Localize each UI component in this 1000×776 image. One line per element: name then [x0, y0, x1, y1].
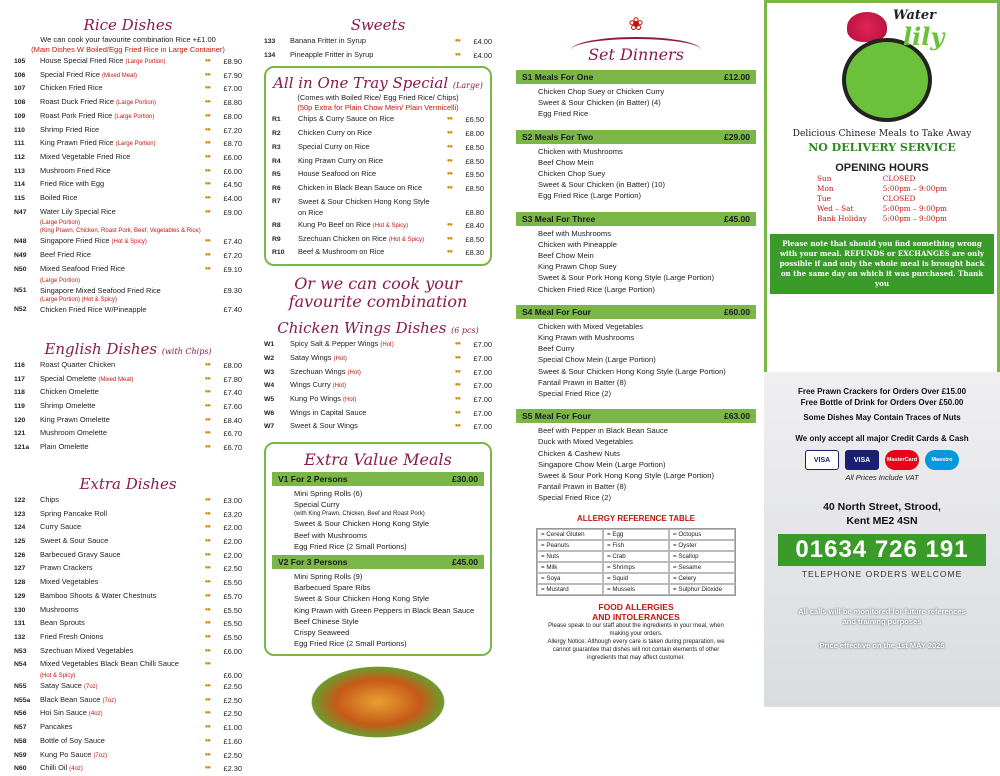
dietary-icons: ●● [204, 710, 210, 717]
list-item: 112 Mixed Vegetable Fried Rice ●● £6.00 [14, 151, 242, 162]
allergy-heading-2: AND INTOLERANCES [592, 611, 680, 622]
list-item: 108 Roast Duck Fried Rice (Large Portion) ●● £8.80 [14, 97, 242, 108]
nuts-notice: Some Dishes May Contain Traces of Nuts [803, 413, 961, 422]
list-item: 114 Fried Rice with Egg ●● £4.50 [14, 179, 242, 190]
list-item: Chicken Fried Rice (Large Portion) [538, 284, 655, 294]
list-item: R7 Sweet & Sour Chicken Hong Kong Style [272, 196, 430, 206]
dietary-icons: ●● [204, 208, 210, 215]
dietary-icons: ●● [454, 354, 460, 361]
allergy-heading: FOOD ALLERGIES [598, 601, 674, 612]
column-set-dinners [510, 0, 762, 707]
list-item: R5 House Seafood on Rice ●● £9.50 [272, 169, 484, 180]
value-frame [264, 442, 492, 655]
list-item: 134 Pineapple Fritter in Syrup ●● £4.00 [264, 49, 492, 60]
list-item: N54 Mixed Vegetables Black Bean Chilli Sauce ●● [14, 658, 242, 672]
extra-list [14, 494, 242, 672]
promo-crackers: Free Prawn Crackers for Orders Over £15.00 [797, 387, 967, 396]
set-meal-bar: S2 Meals For Two £29.00 [516, 130, 756, 144]
dietary-icons: ●● [454, 382, 460, 389]
list-item: 119 Shrimp Omelette ●● £7.60 [14, 401, 242, 412]
wings-list [264, 338, 492, 434]
dietary-icons: ●● [204, 661, 210, 668]
visa-electron-icon: VISA [845, 450, 879, 470]
sweets-title: Sweets [350, 16, 406, 34]
list-item: R6 Chicken in Black Bean Sauce on Rice ●● £8.50 [272, 182, 484, 193]
dietary-icons: ●● [204, 633, 210, 640]
brand-name-2: lily [903, 22, 945, 51]
rice-list-3 [14, 285, 242, 297]
dietary-icons: ●● [446, 235, 452, 242]
dietary-icons: ●● [204, 737, 210, 744]
dietary-icons: ●● [204, 579, 210, 586]
dietary-icons: ●● [446, 157, 452, 164]
list-item: W5 Kung Po Wings (Hot) ●● £7.00 [264, 393, 492, 404]
column-brand-info [764, 0, 1000, 707]
list-item: Crispy Seaweed [294, 628, 350, 638]
list-item: 110 Shrimp Fried Rice ●● £7.20 [14, 124, 242, 135]
opening-hours-title: OPENING HOURS [835, 162, 929, 174]
list-item: 129 Bamboo Shoots & Water Chestnuts ●● £5.70 [14, 590, 242, 601]
list-item: Sweet & Sour Chicken Hong Kong Style [294, 519, 430, 529]
price-effective: Price effective on the 1st MAY 2025 [819, 641, 945, 650]
list-item: N47 Water Lily Special Rice ●● £9.00 [14, 206, 242, 217]
allergy-notice: Allergy Notice: Although every care is taken during preparation, we cannot guarantee that dishes will not contain elements of other ingredients that may affect customer. [547, 638, 725, 661]
dietary-icons: ●● [446, 143, 452, 150]
list-item: 109 Roast Pork Fried Rice (Large Portion) ●● £8.00 [14, 110, 242, 121]
allergy-cell: = Mustard [537, 584, 603, 595]
calls-monitored: All calls will be monitored for future references [798, 607, 966, 616]
allergy-cell: = Celery [669, 573, 735, 584]
dietary-icons: ●● [204, 389, 210, 396]
sets-list [516, 70, 756, 504]
list-item: 124 Curry Sauce ●● £2.00 [14, 522, 242, 533]
dietary-icons: ●● [204, 195, 210, 202]
list-item: W6 Wings in Capital Sauce ●● £7.00 [264, 407, 492, 418]
list-item: 107 Chicken Fried Rice ●● £7.00 [14, 83, 242, 94]
tray-title: All in One Tray Special (Large) [273, 74, 483, 93]
dietary-icons: ●● [204, 696, 210, 703]
dietary-icons: ●● [204, 252, 210, 259]
list-item: W4 Wings Curry (Hot) ●● £7.00 [264, 380, 492, 391]
set-meal-bar: S1 Meals For One £12.00 [516, 70, 756, 84]
list-item: N52 Chicken Fried Rice W/Pineapple £7.40 [14, 305, 242, 315]
list-item: Beef with Pepper in Black Bean Sauce [538, 426, 669, 436]
list-item: Egg Fried Rice (Large Portion) [538, 191, 641, 201]
dietary-icons: ●● [204, 592, 210, 599]
dietary-icons: ●● [204, 265, 210, 272]
list-item: 122 Chips ●● £3.00 [14, 494, 242, 505]
address: 40 North Street, Strood, [823, 501, 941, 513]
combo-line-2: favourite combination [288, 292, 468, 312]
list-item: Fantail Prawn in Batter (8) [538, 377, 627, 387]
english-title: English Dishes (with Chips) [44, 339, 212, 358]
list-item: Singapore Chow Mein (Large Portion) [538, 459, 666, 469]
maestro-icon: Maestro [925, 450, 959, 470]
wings-title: Chicken Wings Dishes (6 pcs) [277, 319, 479, 338]
list-item: Beef Chow Mein [538, 157, 594, 167]
list-item: 130 Mushrooms ●● £5.50 [14, 604, 242, 615]
dietary-icons: ●● [204, 112, 210, 119]
set-meal-bar: S3 Meal For Three £45.00 [516, 212, 756, 226]
list-item: R9 Szechuan Chicken on Rice (Hot & Spicy) ●● £8.50 [272, 233, 484, 244]
list-item: (with King Prawn, Chicken, Beef and Roast Pork) [294, 511, 425, 518]
list-item: on Rice £8.80 [298, 208, 484, 218]
hours-row: Tue CLOSED [817, 194, 916, 203]
n54-sub: (Hot & Spicy) £6.00 [40, 671, 242, 681]
list-item: 128 Mixed Vegetables ●● £5.50 [14, 577, 242, 588]
dietary-icons: ●● [204, 361, 210, 368]
tray-list [272, 113, 484, 195]
extra-list-2 [14, 680, 242, 776]
list-item: Sweet & Sour Chicken Hong Kong Style [294, 594, 430, 604]
list-item: 126 Barbecued Gravy Sauce ●● £2.00 [14, 549, 242, 560]
dietary-icons: ●● [204, 430, 210, 437]
dietary-icons: ●● [204, 606, 210, 613]
dietary-icons: ●● [204, 551, 210, 558]
dietary-icons: ●● [454, 409, 460, 416]
set-meal-items [516, 86, 756, 120]
tray-frame [264, 66, 492, 266]
dietary-icons: ●● [204, 58, 210, 64]
list-item: King Prawn Chop Suey [538, 262, 617, 272]
list-item: N60 Chilli Oil (4oz) ●● £2.30 [14, 763, 242, 774]
dietary-icons: ●● [204, 565, 210, 572]
allergy-cell: = Shrimps [603, 562, 669, 573]
list-item: 120 King Prawn Omelette ●● £8.40 [14, 414, 242, 425]
allergy-cell: = Cereal Gluten [537, 529, 603, 540]
list-item: 118 Chicken Omelette ●● £7.40 [14, 387, 242, 398]
phone-number[interactable]: 01634 726 191 [778, 534, 986, 566]
dietary-icons: ●● [454, 341, 460, 348]
list-item: Chicken with Mixed Vegetables [538, 321, 644, 331]
list-item: 117 Special Omelette (Mixed Meat) ●● £7.80 [14, 373, 242, 384]
list-item: R2 Chicken Curry on Rice ●● £8.00 [272, 128, 484, 139]
set-meal-bar: S4 Meal For Four £60.00 [516, 305, 756, 319]
telephone-orders: TELEPHONE ORDERS WELCOME [801, 569, 963, 579]
n51-sub: (Large Portion) (Hot & Spicy) [40, 297, 118, 304]
set-meal-items [516, 146, 756, 202]
list-item: W2 Satay Wings (Hot) ●● £7.00 [264, 352, 492, 363]
list-item: R10 Beef & Mushroom on Rice ●● £8.30 [272, 247, 484, 258]
dietary-icons: ●● [204, 524, 210, 531]
hours-row: Wed – Sat 5:00pm – 9:00pm [817, 204, 947, 213]
list-item: Duck with Mixed Vegetables [538, 437, 633, 447]
no-delivery: NO DELIVERY SERVICE [808, 141, 956, 154]
list-item: 115 Boiled Rice ●● £4.00 [14, 193, 242, 204]
list-item: Sweet & Sour Chicken Hong Kong Style (Large Portion) [538, 366, 726, 376]
card-logos [764, 450, 1000, 470]
dietary-icons: ●● [204, 99, 210, 106]
list-item: W7 Sweet & Sour Wings ●● £7.00 [264, 421, 492, 432]
list-item: Beef Curry [538, 344, 575, 354]
dietary-icons: ●● [204, 238, 210, 245]
list-item: N51 Singapore Mixed Seafood Fried Rice £9.30 [14, 285, 242, 295]
list-item: 133 Banana Fritter in Syrup ●● £4.00 [264, 36, 492, 46]
list-item: W3 Szechuan Wings (Hot) ●● £7.00 [264, 366, 492, 377]
dietary-icons: ●● [204, 751, 210, 758]
food-photo [303, 662, 453, 742]
list-item: N55 Satay Sauce (7oz) ●● £2.50 [14, 681, 242, 692]
dietary-icons: ●● [446, 130, 452, 137]
list-item: Chicken & Cashew Nuts [538, 448, 620, 458]
vat-note: All Prices Include VAT [845, 473, 919, 482]
lotus-icon: ❀ [628, 14, 644, 34]
list-item: Special Fried Rice (2) [538, 389, 612, 399]
sweets-list [264, 35, 492, 62]
list-item: Beef Chow Mein [538, 251, 594, 261]
dietary-icons: ●● [204, 496, 210, 503]
list-item: R8 Kung Po Beef on Rice (Hot & Spicy) ●● £8.40 [272, 220, 484, 231]
rice-note: We can cook your favourite combination Rice +£1.00 [40, 35, 216, 44]
list-item: Egg Fried Rice (2 Small Portions) [294, 639, 407, 649]
v1-bar: V1 For 2 Persons £30.00 [272, 472, 484, 486]
extra-title: Extra Dishes [79, 474, 177, 493]
allergy-cell: = Oyster [669, 540, 735, 551]
allergy-cell: = Milk [537, 562, 603, 573]
dietary-icons: ●● [204, 724, 210, 731]
list-item: Sweet & Sour Pork Hong Kong Style (Large Portion) [538, 471, 715, 481]
allergy-cell: = Crab [603, 551, 669, 562]
dietary-icons: ●● [446, 116, 452, 123]
dietary-icons: ●● [454, 368, 460, 375]
list-item: Chicken Chop Suey [538, 169, 606, 179]
list-item: R4 King Prawn Curry on Rice ●● £8.50 [272, 155, 484, 166]
list-item: 121 Mushroom Omelette ●● £6.70 [14, 428, 242, 439]
dietary-icons: ●● [446, 222, 452, 229]
list-item: 132 Fried Fresh Onions ●● £5.50 [14, 631, 242, 642]
dietary-icons: ●● [446, 184, 452, 191]
n50-sub: (Large Portion) [40, 277, 81, 284]
dietary-icons: ●● [204, 181, 210, 188]
rice-list [14, 55, 242, 219]
allergy-title: ALLERGY REFERENCE TABLE [577, 513, 695, 523]
dietary-icons: ●● [204, 620, 210, 627]
list-item: Fantail Prawn in Batter (8) [538, 482, 627, 492]
list-item: N56 Hoi Sin Sauce (4oz) ●● £2.50 [14, 708, 242, 719]
list-item: Special Fried Rice (2) [538, 493, 612, 503]
list-item: Mini Spring Rolls (9) [294, 572, 363, 582]
dietary-icons: ●● [204, 71, 210, 78]
allergy-cell: = Mussels [603, 584, 669, 595]
list-item: Special Curry [294, 500, 340, 510]
dietary-icons: ●● [454, 395, 460, 402]
n47-sub: (Large Portion) [40, 220, 81, 227]
dietary-icons: ●● [204, 683, 210, 690]
list-item: Chicken Chop Suey or Chicken Curry [538, 87, 665, 96]
set-meal-items [516, 228, 756, 295]
n47-sub-2: (King Prawn, Chicken, Roast Pork, Beef, Vegetables & Rice) [40, 228, 201, 235]
allergy-cell: = Octopus [669, 529, 735, 540]
english-list [14, 359, 242, 455]
set-meal-items [516, 425, 756, 503]
hours-row: Sun CLOSED [817, 174, 916, 183]
tagline: Delicious Chinese Meals to Take Away [792, 128, 972, 139]
list-item: King Prawn with Mushrooms [538, 333, 635, 343]
dietary-icons: ●● [204, 416, 210, 423]
list-item: 121a Plain Omelette ●● £6.70 [14, 442, 242, 453]
list-item: Barbecued Spare Ribs [294, 583, 371, 593]
allergy-text: Please speak to our staff about the ingredients in your meal, when making your orders. [548, 622, 724, 637]
tray-note-2: (50p Extra for Plain Chow Mein/ Plain Vermicelli) [297, 103, 459, 113]
list-item: Beef with Mushrooms [538, 228, 612, 238]
dietary-icons: ●● [204, 403, 210, 410]
dietary-icons: ●● [204, 153, 210, 160]
dietary-icons: ●● [204, 537, 210, 544]
dietary-icons: ●● [204, 167, 210, 174]
allergy-cell: = Peanuts [537, 540, 603, 551]
dietary-icons: ●● [204, 510, 210, 517]
sets-title: Set Dinners [588, 45, 684, 64]
v1-list [272, 488, 484, 552]
brand-name: Water [893, 8, 937, 23]
list-item: Egg Fried Rice (2 Small Portions) [294, 541, 407, 551]
cards-text: We only accept all major Credit Cards & Cash [795, 434, 969, 443]
mastercard-icon: MasterCard [885, 450, 919, 470]
tray-r7 [272, 196, 484, 219]
list-item: R3 Special Curry on Rice ●● £8.50 [272, 141, 484, 152]
hours-row: Mon 5:00pm – 9:00pm [817, 184, 947, 193]
tray-list-2 [272, 219, 484, 260]
visa-icon: VISA [805, 450, 839, 470]
allergy-cell: = Sulphur Dioxide [669, 584, 735, 595]
allergy-table [536, 528, 736, 596]
allergy-cell: = Scallop [669, 551, 735, 562]
dietary-icons: ●● [204, 375, 210, 382]
tray-note: (Comes with Boiled Rice/ Egg Fried Rice/ Chips) [297, 93, 459, 103]
list-item: Chicken with Pineapple [538, 239, 617, 249]
refund-warning: Please note that should you find something wrong with your meal. REFUNDS or EXCHANGES are only possible if and only the whole meal is brought back on the same day on which it was purchased. Thank you [770, 234, 994, 294]
list-item: N48 Singapore Fried Rice (Hot & Spicy) ●● £7.40 [14, 236, 242, 247]
column-sweets-tray-wings-value [258, 0, 498, 707]
rice-title: Rice Dishes [83, 16, 173, 34]
dietary-icons: ●● [204, 765, 210, 772]
calls-monitored-2: and training purposes [842, 617, 922, 626]
allergy-cell: = Soya [537, 573, 603, 584]
list-item: Beef Chinese Style [294, 616, 359, 626]
dietary-icons: ●● [454, 38, 460, 44]
set-meal-items [516, 321, 756, 399]
rice-list-4 [14, 304, 242, 316]
list-item: R1 Chips & Curry Sauce on Rice ●● £6.50 [272, 114, 484, 125]
value-title: Extra Value Meals [304, 450, 452, 470]
lower-panel [764, 372, 1000, 707]
list-item: 105 House Special Fried Rice (Large Portion) ●● £8.90 [14, 56, 242, 66]
column-rice-english-extra [0, 0, 250, 774]
dietary-icons: ●● [204, 444, 210, 451]
dietary-icons: ●● [204, 647, 210, 654]
list-item: N57 Pancakes ●● £1.00 [14, 722, 242, 733]
list-item: Sweet & Sour Chicken (in Batter) (4) [538, 98, 661, 108]
combo-line-1: Or we can cook your [294, 274, 462, 294]
set-meal-bar: S5 Meal For Four £63.00 [516, 409, 756, 423]
list-item: 127 Prawn Crackers ●● £2.50 [14, 563, 242, 574]
rice-list-2 [14, 235, 242, 276]
list-item: N49 Beef Fried Rice ●● £7.20 [14, 250, 242, 261]
list-item: W1 Spicy Salt & Pepper Wings (Hot) ●● £7.00 [264, 339, 492, 350]
address-2: Kent ME2 4SN [846, 515, 918, 527]
list-item: Special Chow Mein (Large Portion) [538, 355, 656, 365]
list-item: 116 Roast Quarter Chicken ●● £8.00 [14, 359, 242, 370]
list-item: N50 Mixed Seafood Fried Rice ●● £9.10 [14, 263, 242, 274]
allergy-cell: = Fish [603, 540, 669, 551]
list-item: 125 Sweet & Sour Sauce ●● £2.00 [14, 535, 242, 546]
list-item: 131 Bean Sprouts ●● £5.50 [14, 618, 242, 629]
list-item: N53 Szechuan Mixed Vegetables ●● £6.00 [14, 645, 242, 656]
list-item: N58 Bottle of Soy Sauce ●● £1.60 [14, 735, 242, 746]
rice-note-2: (Main Dishes W Boiled/Egg Fried Rice in Large Container) [31, 45, 225, 54]
list-item: Egg Fried Rice [538, 109, 589, 119]
allergy-cell: = Squid [603, 573, 669, 584]
dietary-icons: ●● [446, 249, 452, 256]
hours-row: Bank Holiday 5:00pm – 9:00pm [817, 214, 947, 223]
promo-drink: Free Bottle of Drink for Orders Over £50.00 [800, 398, 964, 407]
list-item: Sweet & Sour Pork Hong Kong Style (Large Portion) [538, 273, 715, 283]
dietary-icons: ●● [204, 85, 210, 92]
allergy-cell: = Sesame [669, 562, 735, 573]
allergy-cell: = Nuts [537, 551, 603, 562]
logo [807, 8, 957, 126]
list-item: Beef with Mushrooms [294, 530, 368, 540]
v2-bar: V2 For 3 Persons £45.00 [272, 555, 484, 569]
dietary-icons: ●● [204, 140, 210, 147]
allergy-cell: = Egg [603, 529, 669, 540]
dietary-icons: ●● [446, 171, 452, 178]
v2-list [272, 571, 484, 649]
list-item: 113 Mushroom Fried Rice ●● £6.00 [14, 165, 242, 176]
list-item: 111 King Prawn Fried Rice (Large Portion) ●● £8.70 [14, 138, 242, 149]
list-item: King Prawn with Green Peppers in Black Bean Sauce [294, 605, 475, 615]
dietary-icons: ●● [454, 423, 460, 430]
list-item: Chicken with Mushrooms [538, 146, 623, 156]
list-item: Sweet & Sour Chicken (in Batter) (10) [538, 180, 666, 190]
list-item: N59 Kung Po Sauce (7oz) ●● £2.50 [14, 749, 242, 760]
list-item: N55a Black Bean Sauce (7oz) ●● £2.50 [14, 694, 242, 705]
dietary-icons: ●● [204, 126, 210, 133]
list-item: 123 Spring Pancake Roll ●● £3.20 [14, 508, 242, 519]
list-item: 106 Special Fried Rice (Mixed Meat) ●● £7.90 [14, 69, 242, 80]
list-item: Mini Spring Rolls (6) [294, 489, 363, 499]
dietary-icons: ●● [454, 51, 460, 58]
